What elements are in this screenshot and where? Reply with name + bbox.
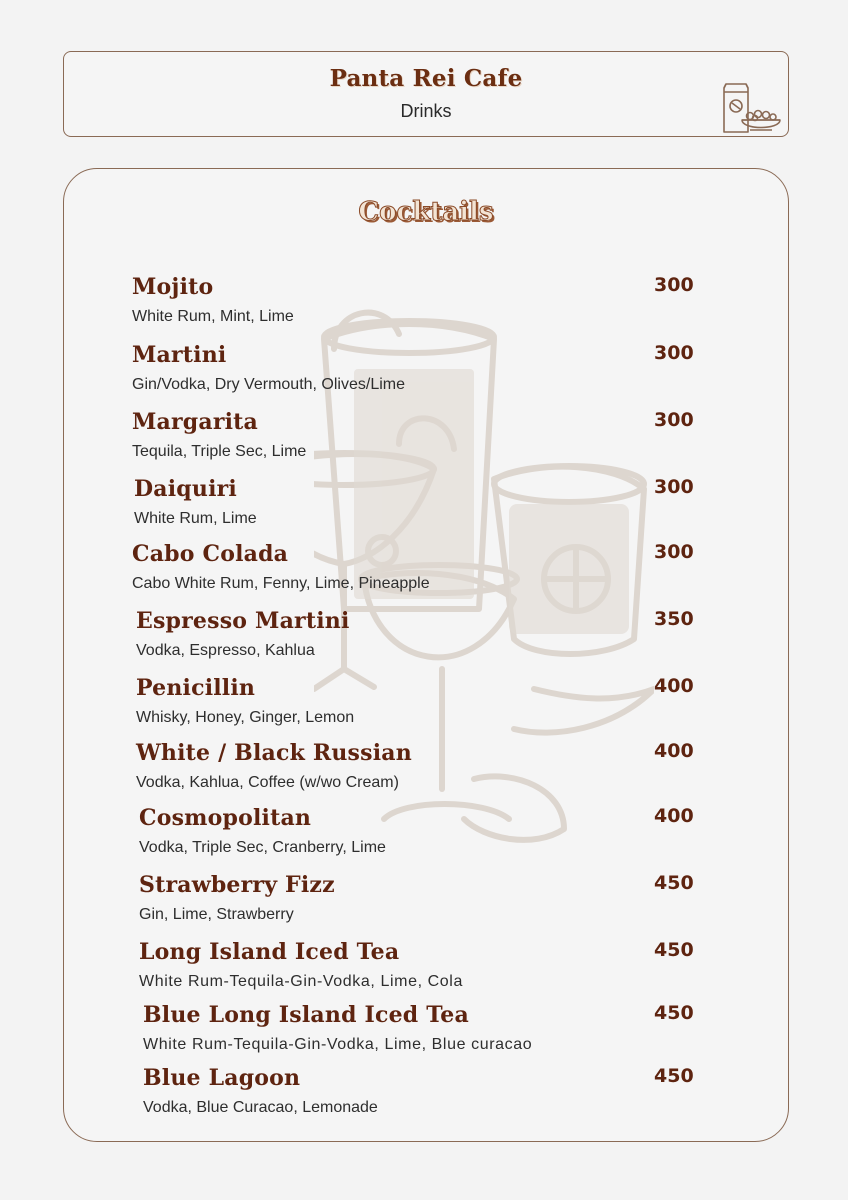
item-price: 450: [654, 939, 694, 961]
item-description: White Rum-Tequila-Gin-Vodka, Lime, Cola: [139, 973, 463, 990]
item-name: Cabo Colada: [132, 541, 289, 567]
item-name: Blue Long Island Iced Tea: [143, 1002, 469, 1028]
item-price: 300: [654, 409, 694, 431]
snack-bag-bowl-icon: [720, 80, 786, 136]
item-price: 450: [654, 1065, 694, 1087]
cocktails-panel: [63, 168, 789, 1142]
cafe-name: Panta Rei Cafe: [329, 65, 523, 92]
item-price: 300: [654, 342, 694, 364]
item-description: Vodka, Kahlua, Coffee (w/wo Cream): [136, 774, 399, 791]
section-title: Cocktails: [358, 197, 494, 227]
item-description: Gin/Vodka, Dry Vermouth, Olives/Lime: [132, 376, 405, 393]
item-price: 400: [654, 740, 694, 762]
item-name: Mojito: [132, 274, 214, 300]
item-price: 400: [654, 805, 694, 827]
item-description: Gin, Lime, Strawberry: [139, 906, 294, 923]
item-price: 300: [654, 274, 694, 296]
menu-item: [64, 805, 789, 871]
item-price: 350: [654, 608, 694, 630]
item-description: Vodka, Espresso, Kahlua: [136, 642, 315, 659]
item-price: 300: [654, 476, 694, 498]
item-name: Espresso Martini: [136, 608, 350, 634]
menu-item: [64, 740, 789, 806]
item-description: Cabo White Rum, Fenny, Lime, Pineapple: [132, 575, 430, 592]
menu-item: [64, 274, 789, 340]
item-name: Martini: [132, 342, 227, 368]
item-name: Cosmopolitan: [139, 805, 312, 831]
menu-item: [64, 939, 789, 1005]
menu-item: [64, 872, 789, 938]
item-name: Daiquiri: [134, 476, 237, 502]
menu-item: [64, 342, 789, 408]
item-description: White Rum-Tequila-Gin-Vodka, Lime, Blue curacao: [143, 1036, 533, 1053]
item-name: Blue Lagoon: [143, 1065, 301, 1091]
item-price: 300: [654, 541, 694, 563]
item-description: Whisky, Honey, Ginger, Lemon: [136, 709, 355, 726]
menu-header: [63, 51, 789, 137]
item-price: 450: [654, 1002, 694, 1024]
menu-item: [64, 1002, 789, 1068]
menu-item: [64, 675, 789, 741]
menu-item: [64, 476, 789, 542]
item-price: 400: [654, 675, 694, 697]
menu-item: [64, 541, 789, 607]
menu-item: [64, 409, 789, 475]
item-name: Margarita: [132, 409, 259, 435]
item-name: White / Black Russian: [136, 740, 412, 766]
item-description: White Rum, Mint, Lime: [132, 308, 294, 325]
item-description: Vodka, Blue Curacao, Lemonade: [143, 1099, 378, 1116]
item-name: Long Island Iced Tea: [139, 939, 400, 965]
item-description: Vodka, Triple Sec, Cranberry, Lime: [139, 839, 386, 856]
item-name: Penicillin: [136, 675, 256, 701]
item-name: Strawberry Fizz: [139, 872, 335, 898]
item-description: Tequila, Triple Sec, Lime: [132, 443, 307, 460]
menu-item: [64, 608, 789, 674]
item-description: White Rum, Lime: [134, 510, 257, 527]
item-price: 450: [654, 872, 694, 894]
menu-subtitle: Drinks: [400, 101, 452, 121]
menu-item: [64, 1065, 789, 1131]
